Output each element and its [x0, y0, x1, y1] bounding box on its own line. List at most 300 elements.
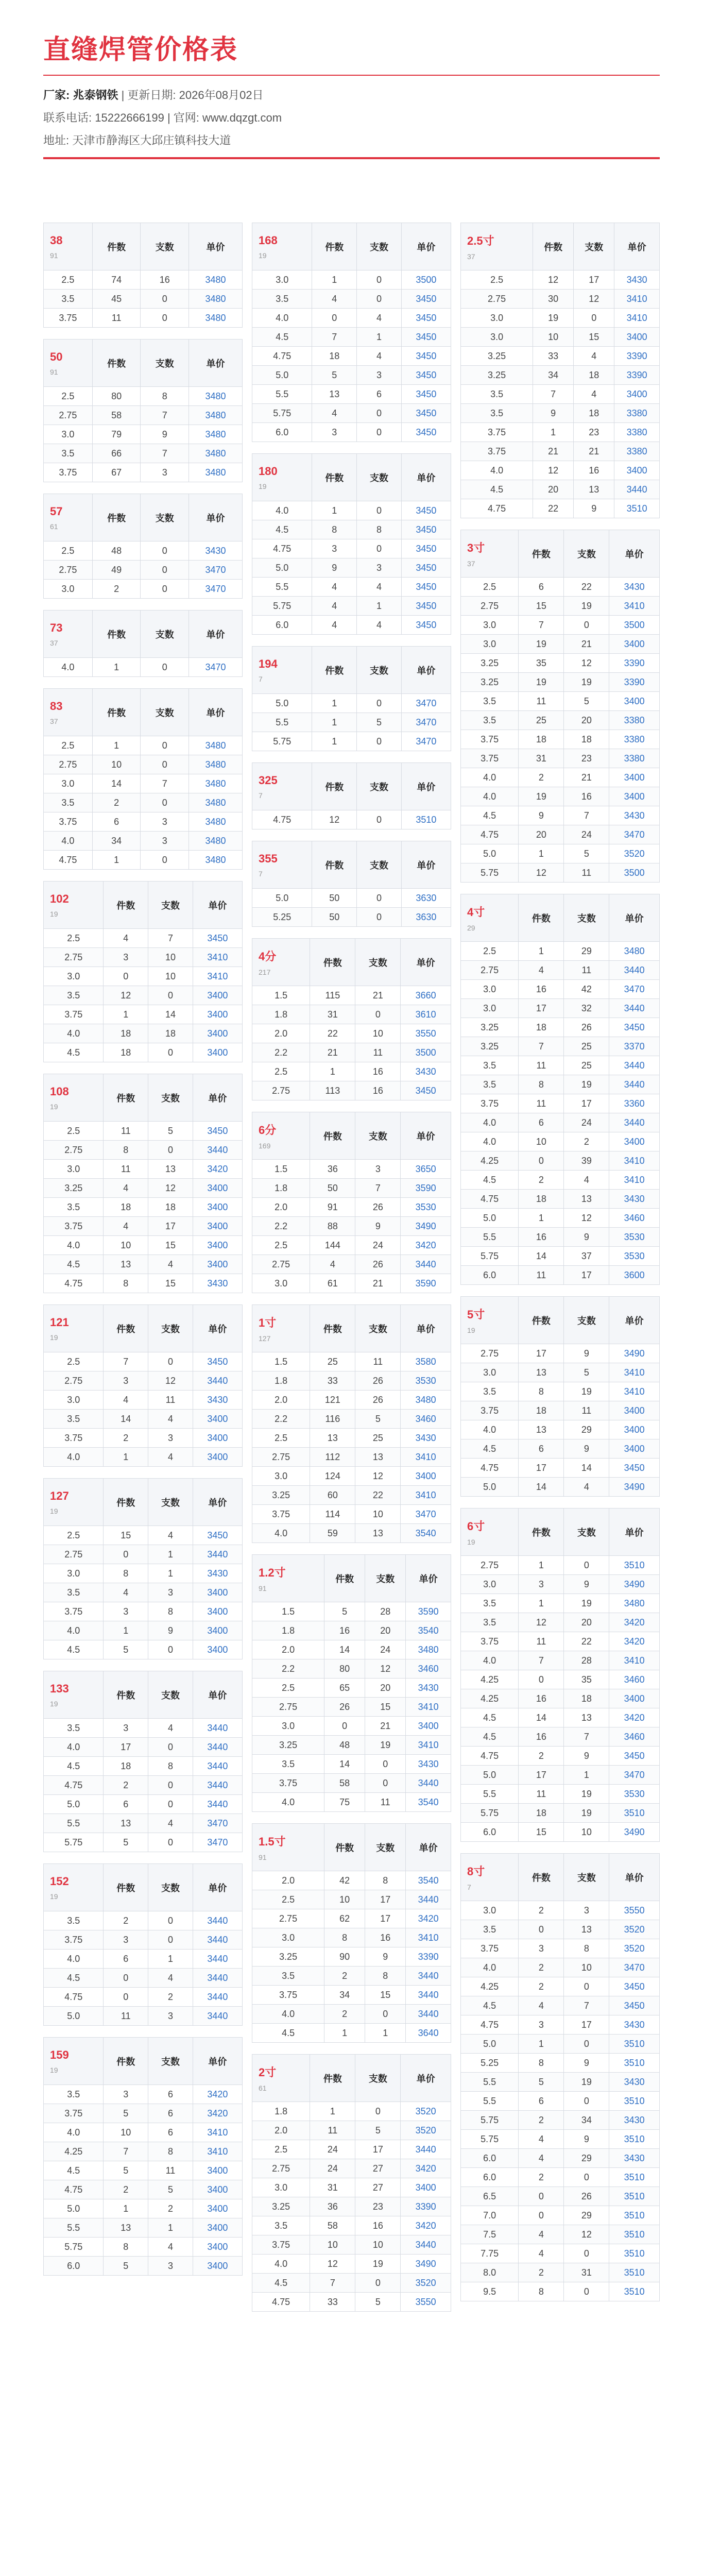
price-cell[interactable]: 3450 — [401, 423, 451, 442]
size-label: 4分 — [259, 950, 277, 963]
price-cell[interactable]: 3440 — [614, 480, 660, 499]
qty-cell: 4 — [104, 1391, 148, 1410]
price-cell[interactable]: 3550 — [609, 1901, 660, 1920]
price-cell[interactable]: 3400 — [609, 692, 660, 711]
price-cell[interactable]: 3470 — [401, 713, 451, 732]
price-cell[interactable]: 3610 — [401, 1005, 451, 1024]
thickness-cell: 3.75 — [461, 423, 533, 442]
price-cell[interactable]: 3440 — [401, 2140, 451, 2159]
price-cell[interactable]: 3430 — [609, 806, 660, 825]
pcs-cell: 9 — [355, 1217, 401, 1236]
price-cell[interactable]: 3450 — [401, 309, 451, 328]
price-cell[interactable]: 3400 — [193, 1236, 242, 1255]
price-cell[interactable]: 3410 — [609, 1363, 660, 1382]
price-cell[interactable]: 3530 — [401, 1198, 451, 1217]
price-cell[interactable]: 3400 — [614, 385, 660, 404]
price-cell[interactable]: 3630 — [401, 908, 451, 927]
price-cell[interactable]: 3420 — [401, 1236, 451, 1255]
price-cell[interactable]: 3530 — [609, 1247, 660, 1266]
price-cell[interactable]: 3400 — [193, 1005, 242, 1024]
price-cell[interactable]: 3480 — [189, 406, 243, 425]
price-cell[interactable]: 3520 — [401, 2121, 451, 2140]
price-cell[interactable]: 3400 — [193, 2199, 242, 2218]
price-cell[interactable]: 3390 — [609, 673, 660, 692]
price-cell[interactable]: 3470 — [193, 1833, 242, 1852]
price-cell[interactable]: 3420 — [609, 1632, 660, 1651]
price-cell[interactable]: 3510 — [614, 499, 660, 518]
price-cell[interactable]: 3400 — [193, 1448, 242, 1467]
price-cell[interactable]: 3400 — [193, 1198, 242, 1217]
price-cell[interactable]: 3420 — [193, 1160, 242, 1179]
price-cell[interactable]: 3440 — [193, 1950, 242, 1969]
thickness-cell: 3.5 — [461, 1382, 519, 1401]
size-header — [44, 611, 93, 658]
price-cell[interactable]: 3450 — [401, 501, 451, 520]
qty-cell: 10 — [533, 328, 574, 347]
price-cell[interactable]: 3440 — [193, 1738, 242, 1757]
price-cell[interactable]: 3540 — [401, 1524, 451, 1543]
price-cell[interactable]: 3520 — [609, 1920, 660, 1939]
price-cell[interactable]: 3520 — [609, 844, 660, 863]
price-cell[interactable]: 3480 — [189, 463, 243, 482]
price-cell[interactable]: 3470 — [401, 1505, 451, 1524]
price-cell[interactable]: 3440 — [406, 1986, 451, 2005]
price-cell[interactable]: 3510 — [609, 2130, 660, 2149]
thickness-cell: 5.5 — [461, 2092, 519, 2111]
price-cell[interactable]: 3400 — [193, 1621, 242, 1640]
qty-cell: 34 — [324, 1986, 365, 2005]
price-cell[interactable]: 3430 — [401, 1062, 451, 1081]
price-cell[interactable]: 3450 — [609, 1977, 660, 1996]
price-cell[interactable]: 3470 — [189, 658, 243, 677]
price-cell[interactable]: 3470 — [609, 980, 660, 999]
price-cell[interactable]: 3440 — [193, 1969, 242, 1988]
price-cell[interactable]: 3380 — [609, 749, 660, 768]
price-cell[interactable]: 3480 — [189, 290, 243, 309]
price-cell[interactable]: 3450 — [401, 539, 451, 558]
qty-header: 件数 — [104, 1074, 148, 1122]
price-cell[interactable]: 3630 — [401, 889, 451, 908]
price-cell[interactable]: 3410 — [401, 1448, 451, 1467]
price-cell[interactable]: 3510 — [609, 2092, 660, 2111]
price-cell[interactable]: 3510 — [609, 2206, 660, 2225]
price-cell[interactable]: 3450 — [401, 597, 451, 616]
price-cell[interactable]: 3430 — [609, 2111, 660, 2130]
price-cell[interactable]: 3480 — [189, 832, 243, 851]
price-cell[interactable]: 3440 — [193, 1776, 242, 1795]
price-cell[interactable]: 3510 — [609, 2187, 660, 2206]
price-cell[interactable]: 3400 — [193, 1043, 242, 1062]
price-cell[interactable]: 3450 — [401, 347, 451, 366]
price-cell[interactable]: 3400 — [193, 2238, 242, 2257]
price-cell[interactable]: 3440 — [193, 1988, 242, 2007]
table-row — [461, 1594, 660, 1613]
price-cell[interactable]: 3450 — [193, 1526, 242, 1545]
pcs-cell: 16 — [355, 1062, 401, 1081]
pcs-cell: 4 — [564, 1171, 609, 1190]
qty-cell: 18 — [519, 730, 564, 749]
price-cell[interactable]: 3510 — [401, 810, 451, 829]
thickness-cell: 5.75 — [252, 597, 312, 616]
price-cell[interactable]: 3640 — [406, 2024, 451, 2043]
price-cell[interactable]: 3380 — [609, 730, 660, 749]
price-cell[interactable]: 3400 — [193, 1429, 242, 1448]
price-cell[interactable]: 3380 — [614, 423, 660, 442]
table-row — [44, 812, 243, 832]
price-cell[interactable]: 3380 — [614, 404, 660, 423]
qty-cell: 8 — [519, 2054, 564, 2073]
thickness-cell: 6.0 — [252, 616, 312, 635]
price-cell[interactable]: 3500 — [609, 863, 660, 883]
price-cell[interactable]: 3380 — [609, 711, 660, 730]
price-cell[interactable]: 3440 — [193, 1719, 242, 1738]
price-cell[interactable]: 3460 — [609, 1209, 660, 1228]
price-cell[interactable]: 3440 — [193, 1545, 242, 1564]
price-cell[interactable]: 3470 — [189, 561, 243, 580]
price-cell[interactable]: 3500 — [401, 270, 451, 290]
price-cell[interactable]: 3410 — [193, 2142, 242, 2161]
price-cell[interactable]: 3530 — [609, 1228, 660, 1247]
price-cell[interactable]: 3510 — [609, 2054, 660, 2073]
price-cell[interactable]: 3540 — [406, 1621, 451, 1640]
price-cell[interactable]: 3440 — [193, 1757, 242, 1776]
price-cell[interactable]: 3450 — [401, 1081, 451, 1100]
table-row — [252, 597, 451, 616]
price-cell[interactable]: 3480 — [189, 736, 243, 755]
price-cell[interactable]: 3520 — [401, 2102, 451, 2121]
pcs-cell: 8 — [141, 387, 189, 406]
price-cell[interactable]: 3420 — [193, 2104, 242, 2123]
price-cell[interactable]: 3470 — [609, 825, 660, 844]
price-cell[interactable]: 3540 — [406, 1871, 451, 1890]
price-cell[interactable]: 3400 — [609, 1132, 660, 1151]
price-cell[interactable]: 3420 — [609, 1613, 660, 1632]
price-cell[interactable]: 3420 — [401, 2159, 451, 2178]
price-cell[interactable]: 3440 — [193, 1911, 242, 1930]
pcs-cell: 0 — [365, 2005, 406, 2024]
price-cell[interactable]: 3590 — [401, 1274, 451, 1293]
price-cell[interactable]: 3460 — [609, 1670, 660, 1689]
thickness-cell: 3.5 — [44, 1719, 104, 1738]
price-cell[interactable]: 3440 — [193, 1795, 242, 1814]
table-row — [252, 732, 451, 751]
price-cell[interactable]: 3530 — [609, 1785, 660, 1804]
price-cell[interactable]: 3450 — [401, 290, 451, 309]
price-cell[interactable]: 3400 — [193, 2180, 242, 2199]
price-cell[interactable]: 3490 — [609, 1478, 660, 1497]
price-cell[interactable]: 3410 — [614, 290, 660, 309]
price-cell[interactable]: 3580 — [401, 1352, 451, 1371]
price-cell[interactable]: 3390 — [614, 347, 660, 366]
price-cell[interactable]: 3450 — [401, 578, 451, 597]
thickness-cell: 2.75 — [44, 1545, 104, 1564]
price-cell[interactable]: 3460 — [609, 1727, 660, 1747]
price-cell[interactable]: 3450 — [193, 1122, 242, 1141]
table-row — [44, 1217, 243, 1236]
pcs-cell: 0 — [357, 539, 402, 558]
qty-cell: 115 — [310, 986, 355, 1005]
price-cell[interactable]: 3550 — [401, 1024, 451, 1043]
price-cell[interactable]: 3390 — [406, 1947, 451, 1967]
table-row — [44, 580, 243, 599]
price-cell[interactable]: 3440 — [609, 999, 660, 1018]
price-cell[interactable]: 3400 — [193, 1255, 242, 1274]
qty-cell: 65 — [324, 1679, 365, 1698]
price-cell[interactable]: 3380 — [614, 442, 660, 461]
price-cell[interactable]: 3510 — [609, 2244, 660, 2263]
price-cell[interactable]: 3410 — [609, 597, 660, 616]
price-cell[interactable]: 3390 — [609, 654, 660, 673]
price-cell[interactable]: 3420 — [609, 1708, 660, 1727]
price-cell[interactable]: 3590 — [401, 1179, 451, 1198]
price-header: 单价 — [609, 1854, 660, 1901]
price-cell[interactable]: 3440 — [401, 1255, 451, 1274]
price-cell[interactable]: 3410 — [406, 1928, 451, 1947]
price-cell[interactable]: 3450 — [193, 1352, 242, 1371]
price-cell[interactable]: 3470 — [193, 1814, 242, 1833]
price-cell[interactable]: 3480 — [401, 1391, 451, 1410]
price-cell[interactable]: 3400 — [609, 768, 660, 787]
pcs-header: 支数 — [357, 763, 402, 810]
price-cell[interactable]: 3440 — [609, 1075, 660, 1094]
price-cell[interactable]: 3430 — [609, 2149, 660, 2168]
price-cell[interactable]: 3440 — [609, 961, 660, 980]
price-cell[interactable]: 3520 — [401, 2274, 451, 2293]
price-cell[interactable]: 3410 — [406, 1736, 451, 1755]
price-cell[interactable]: 3400 — [193, 1410, 242, 1429]
price-cell[interactable]: 3510 — [609, 2035, 660, 2054]
price-cell[interactable]: 3430 — [193, 1564, 242, 1583]
size-header — [44, 882, 104, 929]
price-cell[interactable]: 3480 — [189, 387, 243, 406]
price-cell[interactable]: 3480 — [609, 1594, 660, 1613]
price-cell[interactable]: 3400 — [609, 787, 660, 806]
price-cell[interactable]: 3650 — [401, 1160, 451, 1179]
price-cell[interactable]: 3440 — [193, 1371, 242, 1391]
size-label: 159 — [50, 2048, 69, 2061]
price-cell[interactable]: 3490 — [609, 1344, 660, 1363]
price-cell[interactable]: 3540 — [406, 1793, 451, 1812]
price-cell[interactable]: 3440 — [406, 2005, 451, 2024]
price-cell[interactable]: 3420 — [193, 2085, 242, 2104]
price-cell[interactable]: 3480 — [189, 774, 243, 793]
price-cell[interactable]: 3430 — [193, 1274, 242, 1293]
table-row — [44, 948, 243, 967]
price-cell[interactable]: 3450 — [401, 385, 451, 404]
price-cell[interactable]: 3490 — [609, 1823, 660, 1842]
price-cell[interactable]: 3480 — [189, 425, 243, 444]
price-cell[interactable]: 3510 — [609, 1556, 660, 1575]
price-cell[interactable]: 3480 — [189, 812, 243, 832]
thickness-cell: 6.0 — [44, 2257, 104, 2276]
qty-cell: 34 — [533, 366, 574, 385]
price-cell[interactable]: 3430 — [193, 1391, 242, 1410]
table-row — [461, 1651, 660, 1670]
price-cell[interactable]: 3500 — [609, 616, 660, 635]
price-cell[interactable]: 3530 — [401, 1371, 451, 1391]
price-cell[interactable]: 3460 — [406, 1659, 451, 1679]
price-cell[interactable]: 3660 — [401, 986, 451, 1005]
table-row — [461, 1266, 660, 1285]
price-cell[interactable]: 3470 — [401, 694, 451, 713]
price-cell[interactable]: 3400 — [609, 1689, 660, 1708]
price-cell[interactable]: 3400 — [609, 1401, 660, 1420]
price-cell[interactable]: 3430 — [401, 1429, 451, 1448]
price-cell[interactable]: 3450 — [401, 558, 451, 578]
price-cell[interactable]: 3400 — [609, 1420, 660, 1439]
price-cell[interactable]: 3440 — [193, 2007, 242, 2026]
price-cell[interactable]: 3410 — [609, 1171, 660, 1190]
price-cell[interactable]: 3360 — [609, 1094, 660, 1113]
price-cell[interactable]: 3400 — [193, 2161, 242, 2180]
price-cell[interactable]: 3390 — [401, 2197, 451, 2216]
price-cell[interactable]: 3440 — [193, 1141, 242, 1160]
price-cell[interactable]: 3410 — [614, 309, 660, 328]
price-cell[interactable]: 3410 — [609, 1151, 660, 1171]
price-cell[interactable]: 3450 — [401, 520, 451, 539]
price-cell[interactable]: 3440 — [609, 1056, 660, 1075]
price-cell[interactable]: 3550 — [401, 2293, 451, 2312]
price-cell[interactable]: 3600 — [609, 1266, 660, 1285]
price-cell[interactable]: 3450 — [609, 1018, 660, 1037]
qty-cell: 124 — [310, 1467, 355, 1486]
price-cell[interactable]: 3440 — [406, 1967, 451, 1986]
price-cell[interactable]: 3400 — [193, 2218, 242, 2238]
price-cell[interactable]: 3420 — [401, 2216, 451, 2235]
price-cell[interactable]: 3430 — [189, 541, 243, 561]
price-cell[interactable]: 3440 — [401, 2235, 451, 2255]
price-cell[interactable]: 3400 — [609, 1439, 660, 1459]
size-label: 194 — [259, 657, 278, 670]
price-cell[interactable]: 3430 — [609, 578, 660, 597]
price-header: 单价 — [189, 689, 243, 736]
price-cell[interactable]: 3470 — [609, 1766, 660, 1785]
price-cell[interactable]: 3510 — [609, 2282, 660, 2301]
thickness-cell: 5.75 — [44, 2238, 104, 2257]
price-cell[interactable]: 3450 — [193, 929, 242, 948]
table-row — [44, 444, 243, 463]
price-cell[interactable]: 3400 — [614, 461, 660, 480]
price-cell[interactable]: 3400 — [401, 2178, 451, 2197]
price-cell[interactable]: 3430 — [406, 1755, 451, 1774]
price-cell[interactable]: 3430 — [614, 270, 660, 290]
qty-header: 件数 — [92, 611, 141, 658]
price-cell[interactable]: 3450 — [609, 1459, 660, 1478]
pcs-cell: 9 — [564, 1228, 609, 1247]
price-cell[interactable]: 3400 — [193, 1217, 242, 1236]
thickness-cell: 5.0 — [252, 366, 312, 385]
price-cell[interactable]: 3410 — [406, 1698, 451, 1717]
price-cell[interactable]: 3450 — [401, 616, 451, 635]
price-cell[interactable]: 3450 — [401, 404, 451, 423]
price-cell[interactable]: 3450 — [401, 328, 451, 347]
pcs-cell: 0 — [141, 851, 189, 870]
price-cell[interactable]: 3520 — [609, 1939, 660, 1958]
price-cell[interactable]: 3410 — [401, 1486, 451, 1505]
price-cell[interactable]: 3480 — [189, 793, 243, 812]
price-cell[interactable]: 3410 — [193, 2123, 242, 2142]
price-header: 单价 — [406, 1555, 451, 1602]
price-cell[interactable]: 3490 — [401, 1217, 451, 1236]
price-cell[interactable]: 3500 — [401, 1043, 451, 1062]
price-cell[interactable]: 3510 — [609, 1804, 660, 1823]
price-cell[interactable]: 3400 — [193, 1179, 242, 1198]
table-row — [44, 1738, 243, 1757]
price-cell[interactable]: 3400 — [193, 1640, 242, 1659]
price-cell[interactable]: 3400 — [193, 2257, 242, 2276]
price-cell[interactable]: 3370 — [609, 1037, 660, 1056]
qty-cell: 11 — [519, 1056, 564, 1075]
price-cell[interactable]: 3410 — [193, 967, 242, 986]
price-cell[interactable]: 3400 — [193, 986, 242, 1005]
price-cell[interactable]: 3440 — [609, 1113, 660, 1132]
table-row — [252, 616, 451, 635]
price-cell[interactable]: 3400 — [193, 1024, 242, 1043]
price-cell[interactable]: 3400 — [406, 1717, 451, 1736]
thickness-cell: 5.0 — [252, 889, 312, 908]
price-cell[interactable]: 3430 — [609, 2073, 660, 2092]
price-cell[interactable]: 3470 — [609, 1958, 660, 1977]
size-header — [44, 1864, 104, 1911]
price-cell[interactable]: 3470 — [189, 580, 243, 599]
price-cell[interactable]: 3420 — [406, 1909, 451, 1928]
thickness-cell: 5.75 — [252, 404, 312, 423]
price-cell[interactable]: 3490 — [609, 1575, 660, 1594]
price-cell[interactable]: 3470 — [401, 732, 451, 751]
pcs-header: 支数 — [355, 2055, 401, 2102]
price-cell[interactable]: 3410 — [609, 1382, 660, 1401]
thickness-cell: 3.0 — [252, 2178, 310, 2197]
price-cell[interactable]: 3450 — [401, 366, 451, 385]
price-cell[interactable]: 3400 — [614, 328, 660, 347]
price-cell[interactable]: 3430 — [406, 1679, 451, 1698]
price-cell[interactable]: 3450 — [609, 1996, 660, 2015]
price-cell[interactable]: 3400 — [401, 1467, 451, 1486]
price-cell[interactable]: 3480 — [189, 270, 243, 290]
price-cell[interactable]: 3440 — [193, 1930, 242, 1950]
price-cell[interactable]: 3510 — [609, 2168, 660, 2187]
price-cell[interactable]: 3450 — [609, 1747, 660, 1766]
price-cell[interactable]: 3430 — [609, 1190, 660, 1209]
price-cell[interactable]: 3480 — [189, 444, 243, 463]
price-cell[interactable]: 3400 — [609, 635, 660, 654]
price-cell[interactable]: 3400 — [193, 1583, 242, 1602]
qty-header: 件数 — [310, 1305, 355, 1352]
price-cell[interactable]: 3480 — [609, 942, 660, 961]
price-cell[interactable]: 3510 — [609, 2263, 660, 2282]
price-cell[interactable]: 3430 — [609, 2015, 660, 2035]
table-row — [461, 1804, 660, 1823]
price-cell[interactable]: 3480 — [406, 1640, 451, 1659]
size-count: 19 — [50, 1699, 58, 1708]
price-cell[interactable]: 3480 — [189, 309, 243, 328]
price-cell[interactable]: 3410 — [193, 948, 242, 967]
price-cell[interactable]: 3590 — [406, 1602, 451, 1621]
price-cell[interactable]: 3480 — [189, 851, 243, 870]
price-cell[interactable]: 3400 — [193, 1602, 242, 1621]
thickness-cell: 3.75 — [252, 1986, 324, 2005]
phone-number[interactable]: 15222666199 — [95, 111, 164, 124]
price-cell[interactable]: 3440 — [406, 1890, 451, 1909]
price-cell[interactable]: 3490 — [401, 2255, 451, 2274]
price-cell[interactable]: 3390 — [614, 366, 660, 385]
price-cell[interactable]: 3480 — [189, 755, 243, 774]
price-cell[interactable]: 3460 — [401, 1410, 451, 1429]
price-cell[interactable]: 3440 — [406, 1774, 451, 1793]
price-cell[interactable]: 3410 — [609, 1651, 660, 1670]
site-link[interactable]: www.dqzgt.com — [202, 111, 282, 124]
price-cell[interactable]: 3510 — [609, 2225, 660, 2244]
